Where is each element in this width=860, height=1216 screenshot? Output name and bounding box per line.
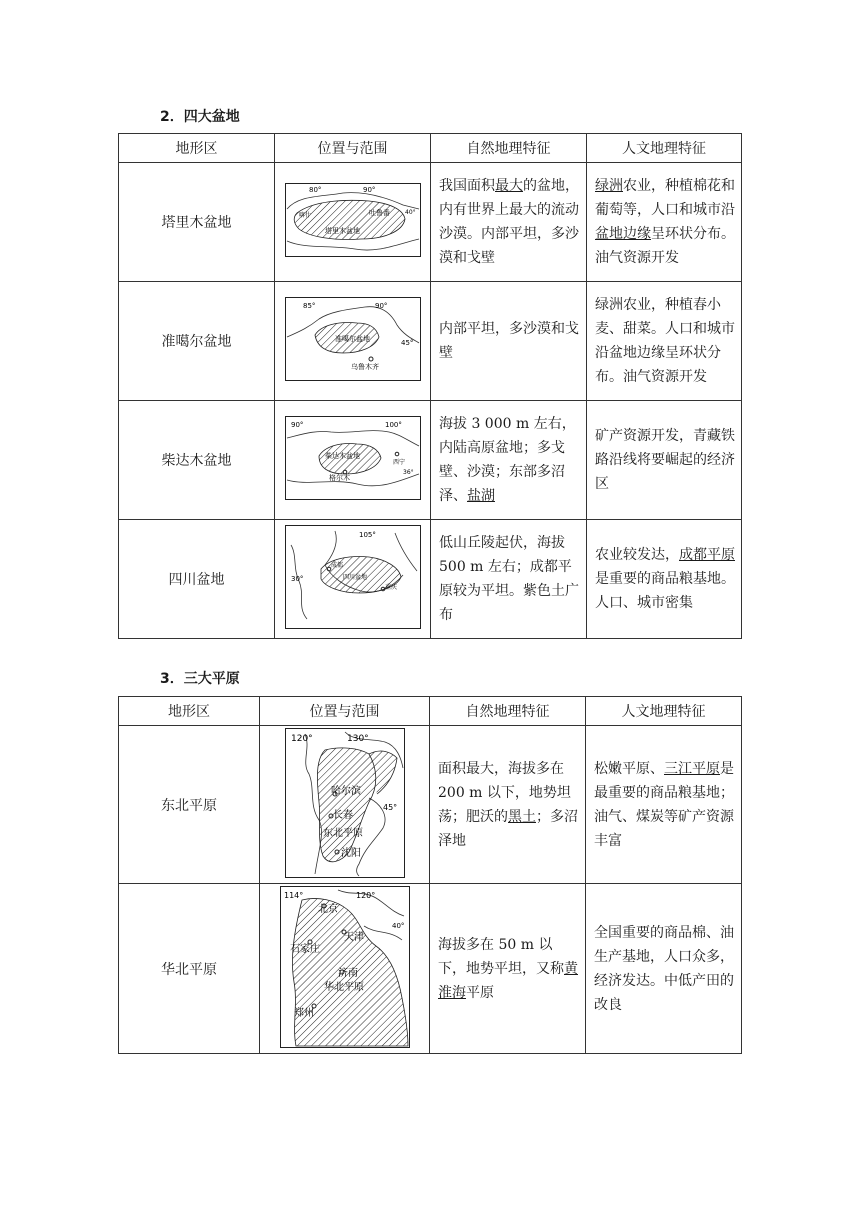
text-segment: 我国面积 [439,178,495,194]
underlined-term: 黑土 [508,808,536,825]
map-label: 准噶尔盆地 [334,335,370,343]
map-label: 36° [402,469,414,476]
underlined-term: 盐湖 [467,488,495,504]
table-row [119,163,742,282]
map-cell [260,884,430,1054]
junggar-basin-map [285,297,421,381]
map-label: 90° [362,186,375,194]
natural-features [431,401,587,520]
natural-features [430,884,586,1054]
text-segment: ；多沼泽地 [438,808,578,849]
map-label: 华北平原 [323,981,364,993]
map-label: 100° [384,421,402,429]
map-label: 120° [290,733,313,744]
table-row [119,520,742,639]
map-label: 格尔木 [328,474,350,482]
map-label: 济南 [337,967,358,979]
terrain-name: 准噶尔盆地 [119,282,275,401]
map-label: 120° [355,890,375,900]
map-label: 石家庄 [289,943,320,955]
qaidam-basin-map [285,416,421,500]
map-label: 东北平原 [322,827,363,839]
map-label: 柴达木盆地 [324,452,360,460]
map-label: 40° [391,921,404,930]
terrain-name: 塔里木盆地 [119,163,275,282]
text-segment: 面积最大，海拔多在 200 m 以下，地势坦荡；肥沃的 [438,760,571,825]
section-3-title: 3．三大平原 [160,671,240,687]
text-segment: 松嫩平原、 [594,760,664,777]
map-label: 沈阳 [340,847,361,859]
natural-features [431,282,587,401]
map-label: 40° [404,209,416,216]
map-label: 45° [382,802,397,812]
plains-table [118,696,742,1054]
table-row [119,401,742,520]
terrain-name: 柴达木盆地 [119,401,275,520]
text-segment: 呈环状分布。油气资源开发 [595,226,735,266]
terrain-name: 东北平原 [119,726,260,884]
text-segment: 农业较发达， [595,547,679,563]
underlined-term: 最大 [495,178,523,194]
text-segment: 海拔 3 000 m 左右，内陆高原盆地；多戈壁、沙漠；东部多沼泽、 [439,416,576,504]
northeast-plain-map [285,728,405,878]
text-segment: 全国重要的商品棉、油生产基地，人口众多，经济发达。中低产田的改良 [594,924,734,1013]
map-label: 重庆 [384,584,397,591]
human-features [587,401,742,520]
map-cell [260,726,430,884]
tarim-basin-map [285,183,421,257]
header-human: 人文地理特征 [587,134,742,163]
map-label: 哈尔滨 [330,785,361,797]
natural-features [431,520,587,639]
basins-table [118,133,742,639]
text-segment: 海拔多在 50 m 以下，地势平坦，又称 [438,936,564,977]
map-label: 四川盆地 [342,574,367,581]
human-features [586,726,742,884]
text-segment: 绿洲农业，种植春小麦、甜菜。人口和城市沿盆地边缘呈环状分布。油气资源开发 [595,297,735,385]
header-terrain: 地形区 [119,697,260,726]
map-cell [275,163,431,282]
text-segment: 平原 [466,984,494,1001]
north-china-plain-map [280,886,410,1048]
map-label: 天津 [343,931,364,943]
map-label: 30° [290,575,303,583]
map-label: 吐鲁番 [368,209,390,217]
map-cell [275,282,431,401]
map-cell [275,520,431,639]
table-row [119,726,742,884]
header-human: 人文地理特征 [586,697,742,726]
underlined-term: 绿洲 [595,178,623,194]
map-label: 80° [308,186,321,194]
header-natural: 自然地理特征 [430,697,586,726]
header-natural: 自然地理特征 [431,134,587,163]
terrain-name: 华北平原 [119,884,260,1054]
header-location: 位置与范围 [260,697,430,726]
map-label: 塔里木盆地 [324,227,360,235]
terrain-name: 四川盆地 [119,520,275,639]
map-label: 长春 [332,809,353,821]
text-segment: 低山丘陵起伏，海拔 500 m 左右；成都平原较为平坦。紫色土广布 [439,535,579,623]
map-label: 北京 [317,903,338,915]
map-label: 喀什 [298,212,311,219]
table-header-row [119,697,742,726]
section-2-title: 2．四大盆地 [160,109,240,125]
map-label: 乌鲁木齐 [350,363,379,371]
map-label: 90° [290,421,303,429]
text-segment: 是最重要的商品粮基地；油气、煤炭等矿产资源丰富 [594,760,734,849]
map-label: 90° [374,302,387,310]
underlined-term: 三江平原 [664,760,720,777]
map-label: 105° [358,531,376,539]
map-label: 郑州 [293,1007,314,1019]
human-features [586,884,742,1054]
map-label: 114° [283,890,303,900]
map-label: 85° [302,302,315,310]
text-segment: 是重要的商品粮基地。人口、城市密集 [595,571,735,611]
text-segment: 内部平坦，多沙漠和戈壁 [439,321,579,361]
text-segment: 矿产资源开发，青藏铁路沿线将要崛起的经济区 [595,428,735,492]
table-row [119,884,742,1054]
human-features [587,520,742,639]
sichuan-basin-map [285,525,421,629]
human-features [587,282,742,401]
header-location: 位置与范围 [275,134,431,163]
underlined-term: 盆地边缘 [595,226,651,242]
underlined-term: 黄淮海 [438,960,578,1001]
human-features [587,163,742,282]
underlined-term: 成都平原 [679,547,735,563]
map-label: 45° [400,339,413,347]
map-cell [275,401,431,520]
natural-features [430,726,586,884]
natural-features [431,163,587,282]
header-terrain: 地形区 [119,134,275,163]
table-row [119,282,742,401]
map-label: 成都 [330,562,343,569]
map-label: 西宁 [392,459,405,466]
map-label: 130° [346,733,369,744]
table-header-row [119,134,742,163]
text-segment: 农业，种植棉花和葡萄等，人口和城市沿 [595,178,735,218]
text-segment: 的盆地，内有世界上最大的流动沙漠。内部平坦，多沙漠和戈壁 [439,178,579,266]
